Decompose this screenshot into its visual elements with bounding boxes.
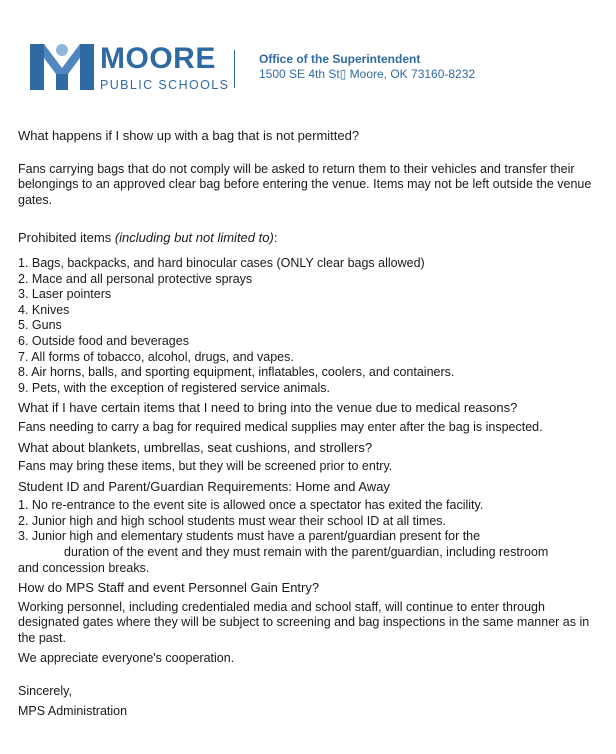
question-blankets: What about blankets, umbrellas, seat cushions, and strollers?: [18, 439, 373, 455]
list-item: 6. Outside food and beverages: [18, 333, 189, 348]
list-item: 9. Pets, with the exception of registered service animals.: [18, 380, 330, 395]
list-item: 3. Junior high and elementary students must have a parent/guardian present for the: [18, 529, 481, 544]
list-item: 1. Bags, backpacks, and hard binocular cases (ONLY clear bags allowed): [18, 255, 425, 270]
moore-logo-icon: [28, 38, 96, 96]
prohibited-note: (including but not limited to): [114, 230, 274, 246]
header-divider: [234, 50, 235, 88]
list-item: 3. Laser pointers: [18, 287, 112, 302]
letterhead: [28, 38, 588, 96]
list-item: 4. Knives: [18, 302, 70, 317]
prohibited-items-heading: [18, 230, 600, 246]
list-item-continuation: duration of the event and they must remain with the parent/guardian, including restroom: [64, 545, 549, 560]
list-item: 8. Air horns, balls, and sporting equipment, inflatables, coolers, and containers.: [18, 365, 455, 380]
question-student-id: Student ID and Parent/Guardian Requirements: Home and Away: [18, 478, 390, 494]
answer-blankets: Fans may bring these items, but they will be screened prior to entry.: [18, 459, 393, 474]
letter-body: [18, 128, 600, 719]
signature: MPS Administration: [18, 703, 128, 718]
list-item: 2. Junior high and high school students must wear their school ID at all times.: [18, 513, 446, 528]
logo-wordmark: [100, 44, 229, 92]
prohibited-colon: :: [273, 230, 278, 246]
closing: Sincerely,: [18, 684, 72, 699]
list-item: 2. Mace and all personal protective sprays: [18, 271, 253, 286]
office-block: [259, 52, 475, 82]
office-address: 1500 SE 4th St▯ Moore, OK 73160-8232: [259, 67, 476, 81]
list-item: 7. All forms of tobacco, alcohol, drugs, and vapes.: [18, 349, 294, 364]
answer-bag-not-permitted: Fans carrying bags that do not comply will be asked to return them to their vehicles and transfer their belongings to an approved clear bag before entering the venue. Items may not be left outside the venue gates.: [18, 161, 592, 207]
list-item: 5. Guns: [18, 318, 62, 333]
prohibited-label: Prohibited items: [18, 230, 115, 246]
question-bag-not-permitted: What happens if I show up with a bag that is not permitted?: [18, 128, 360, 143]
requirements-list: [18, 498, 600, 576]
logo-subtitle: PUBLIC SCHOOLS: [100, 78, 230, 92]
appreciation-line: We appreciate everyone's cooperation.: [18, 650, 235, 665]
question-medical-items: What if I have certain items that I need to bring into the venue due to medical reasons?: [18, 400, 518, 416]
logo-name: MOORE: [100, 42, 216, 75]
answer-medical-items: Fans needing to carry a bag for required medical supplies may enter after the bag is inspected.: [18, 419, 543, 434]
question-staff-entry: How do MPS Staff and event Personnel Gain Entry?: [18, 580, 320, 596]
list-item: 1. No re-entrance to the event site is allowed once a spectator has exited the facility.: [18, 498, 484, 513]
answer-staff-entry: Working personnel, including credentialed media and school staff, will continue to enter through designated gates where they will be subject to screening and bag inspections in the same manner as in the past.: [18, 599, 590, 646]
prohibited-items-list: [18, 256, 600, 396]
office-title: Office of the Superintendent: [259, 52, 421, 66]
list-item-continuation-end: and concession breaks.: [18, 560, 150, 575]
